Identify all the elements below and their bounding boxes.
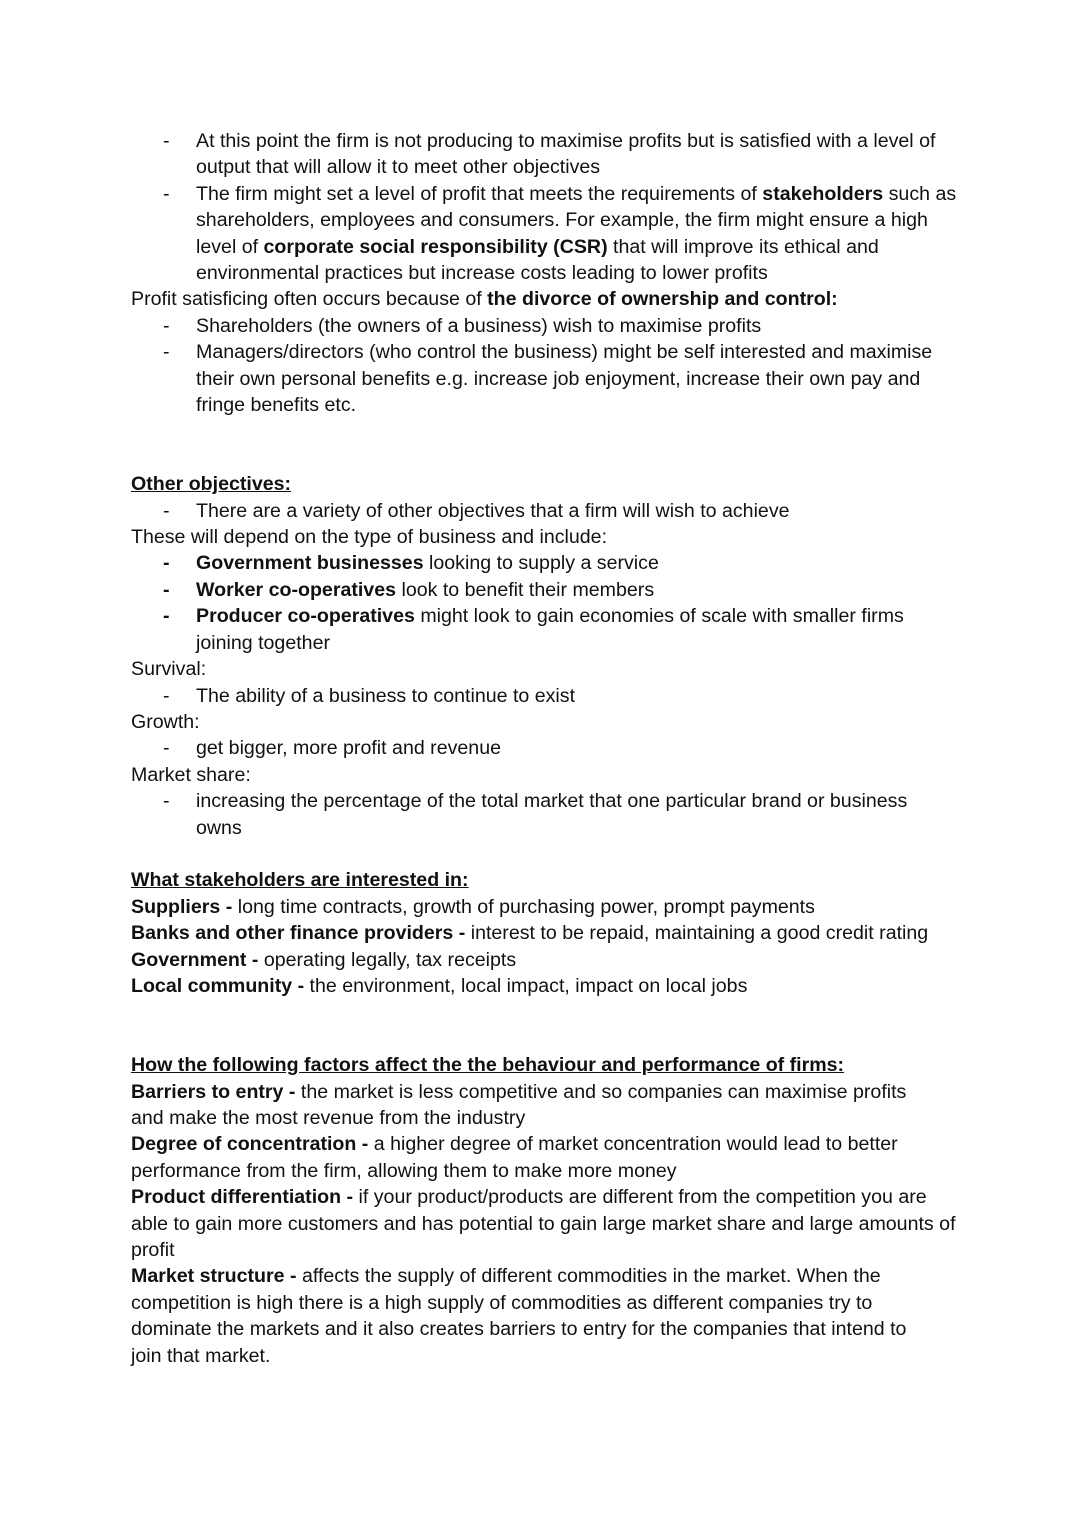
bullet-item: - Worker co-operatives look to benefit their members xyxy=(131,577,961,603)
bullet-dash: - xyxy=(163,130,170,152)
bullet-dash: - xyxy=(163,684,170,707)
bullet-item: - Managers/directors (who control the business) might be self interested and maximise their own personal benefits e.g. increase job enjoyment, increase their own pay and fringe benefits etc. xyxy=(163,341,933,417)
factor-row: Market structure - affects the supply of different commodities in the market. When the competition is high there is a high supply of commodities as different companies try to dominate the markets and it also creates barriers to entry for the companies that intend to join that market. xyxy=(131,1265,907,1367)
term-divorce: the divorce of ownership and control: xyxy=(487,288,838,311)
bullet-dash: - xyxy=(163,499,170,522)
section-heading-other-objectives: Other objectives: xyxy=(131,473,292,496)
bullet-dash: - xyxy=(163,341,170,364)
bullet-dash: - xyxy=(163,578,170,601)
bullet-item: - The firm might set a level of profit that meets the requirements of stakeholders such as shareholders, employees and consumers. For example, the firm might ensure a high level of corporate social responsibility (CSR) that will improve its ethical and environmental practices but increase costs leading to lower profits xyxy=(163,182,957,285)
stakeholder-row: Banks and other finance providers - interest to be repaid, maintaining a good credit rating xyxy=(131,922,929,945)
bullet-item: - increasing the percentage of the total market that one particular brand or business owns xyxy=(163,790,908,839)
bullet-item: - At this point the firm is not producing to maximise profits but is satisfied with a level of output that will allow it to meet other objectives xyxy=(163,130,936,179)
bullet-item: - The ability of a business to continue to exist xyxy=(131,683,961,709)
bullet-dash: - xyxy=(163,737,170,760)
subsection-label-survival: Survival: xyxy=(131,658,207,681)
divorce-paragraph: Profit satisficing often occurs because of the divorce of ownership and control: xyxy=(131,288,838,311)
section-heading-factors: How the following factors affect the the behaviour and performance of firms: xyxy=(131,1054,845,1077)
bullet-dash: - xyxy=(163,314,170,337)
bullet-item: - get bigger, more profit and revenue xyxy=(131,735,961,761)
term-stakeholders: stakeholders xyxy=(762,182,884,205)
bullet-dash: - xyxy=(163,790,170,813)
bullet-item: - Producer co-operatives might look to gain economies of scale with smaller firms joining together xyxy=(163,605,904,654)
stakeholder-row: Government - operating legally, tax receipts xyxy=(131,948,517,971)
bullet-dash: - xyxy=(163,182,170,205)
bullet-item: - Government businesses looking to supply a service xyxy=(131,550,961,576)
bullet-item: - Shareholders (the owners of a business) wish to maximise profits xyxy=(131,313,961,339)
bullet-item: - There are a variety of other objectives that a firm will wish to achieve xyxy=(131,498,961,524)
factor-row: Degree of concentration - a higher degree of market concentration would lead to better performance from the firm, allowing them to make more money xyxy=(131,1133,898,1182)
paragraph: These will depend on the type of business and include: xyxy=(131,526,608,549)
stakeholder-row: Local community - the environment, local impact, impact on local jobs xyxy=(131,974,748,997)
bullet-dash: - xyxy=(163,605,170,628)
term-csr: corporate social responsibility (CSR) xyxy=(263,235,608,258)
bullet-dash: - xyxy=(163,552,170,575)
section-heading-stakeholders: What stakeholders are interested in: xyxy=(131,869,469,892)
subsection-label-market-share: Market share: xyxy=(131,763,251,786)
factor-row: Product differentiation - if your product/products are different from the competition you are able to gain more customers and has potential to gain large market share and large amounts of profit xyxy=(131,1186,956,1262)
subsection-label-growth: Growth: xyxy=(131,710,200,733)
document-page xyxy=(131,128,961,1369)
factor-row: Barriers to entry - the market is less competitive and so companies can maximise profits and make the most revenue from the industry xyxy=(131,1080,907,1129)
stakeholder-row: Suppliers - long time contracts, growth of purchasing power, prompt payments xyxy=(131,895,815,918)
